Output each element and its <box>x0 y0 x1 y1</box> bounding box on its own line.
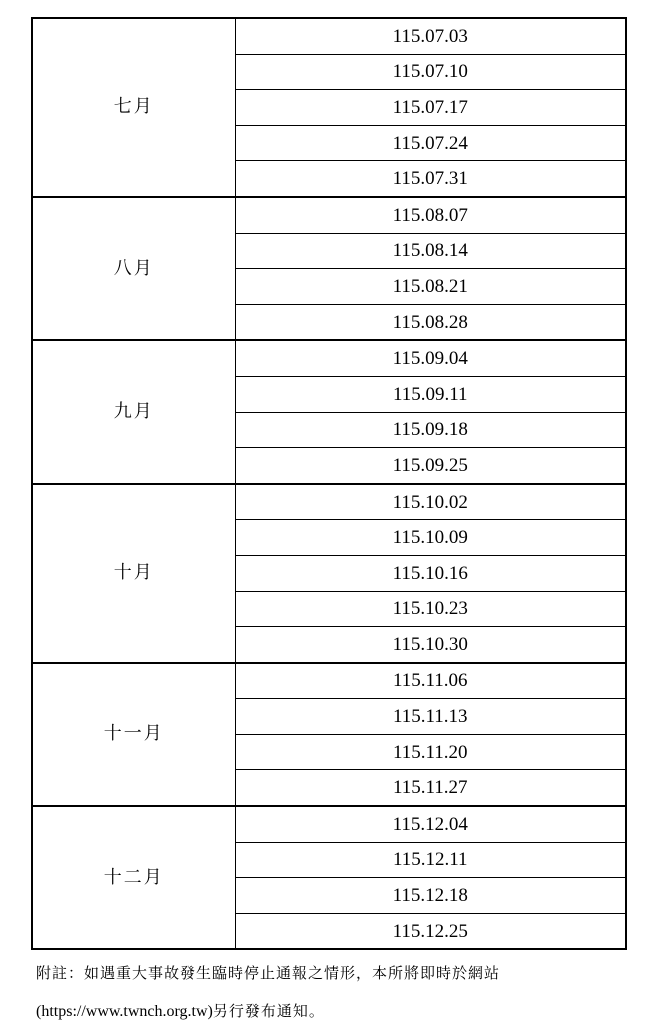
table-row <box>32 18 626 54</box>
table-row <box>32 340 626 376</box>
footnote-line-2-text: 另行發布通知。 <box>212 1002 325 1020</box>
schedule-table <box>31 17 627 950</box>
date-cell: 115.11.13 <box>235 699 626 735</box>
footnote-line-2 <box>36 1000 325 1021</box>
date-cell: 115.07.24 <box>235 125 626 161</box>
table-row <box>32 663 626 699</box>
table-row <box>32 806 626 842</box>
date-cell: 115.10.16 <box>235 555 626 591</box>
date-cell: 115.10.23 <box>235 591 626 627</box>
date-cell: 115.10.09 <box>235 520 626 556</box>
date-cell: 115.07.17 <box>235 90 626 126</box>
date-cell: 115.07.31 <box>235 161 626 197</box>
website-url[interactable]: (https://www.twnch.org.tw) <box>36 1003 213 1020</box>
month-group <box>32 18 626 197</box>
month-cell: 七月 <box>32 18 235 197</box>
date-cell: 115.09.25 <box>235 448 626 484</box>
date-cell: 115.11.27 <box>235 770 626 806</box>
date-cell: 115.11.20 <box>235 734 626 770</box>
date-cell: 115.12.04 <box>235 806 626 842</box>
footnote-line-1: 附註：如遇重大事故發生臨時停止通報之情形，本所將即時於網站 <box>36 964 501 982</box>
date-cell: 115.08.28 <box>235 304 626 340</box>
date-cell: 115.09.18 <box>235 412 626 448</box>
month-group <box>32 340 626 483</box>
month-group <box>32 806 626 949</box>
month-cell: 十一月 <box>32 663 235 806</box>
date-cell: 115.08.14 <box>235 233 626 269</box>
month-group <box>32 197 626 340</box>
date-cell: 115.07.10 <box>235 54 626 90</box>
date-cell: 115.11.06 <box>235 663 626 699</box>
date-cell: 115.12.11 <box>235 842 626 878</box>
date-cell: 115.07.03 <box>235 18 626 54</box>
month-group <box>32 484 626 663</box>
table-row <box>32 197 626 233</box>
month-cell: 八月 <box>32 197 235 340</box>
date-cell: 115.08.07 <box>235 197 626 233</box>
date-cell: 115.10.02 <box>235 484 626 520</box>
table-row <box>32 484 626 520</box>
date-cell: 115.12.25 <box>235 913 626 949</box>
date-cell: 115.08.21 <box>235 269 626 305</box>
month-group <box>32 663 626 806</box>
date-cell: 115.09.11 <box>235 376 626 412</box>
month-cell: 九月 <box>32 340 235 483</box>
date-cell: 115.09.04 <box>235 340 626 376</box>
date-cell: 115.10.30 <box>235 627 626 663</box>
date-cell: 115.12.18 <box>235 878 626 914</box>
month-cell: 十二月 <box>32 806 235 949</box>
month-cell: 十月 <box>32 484 235 663</box>
